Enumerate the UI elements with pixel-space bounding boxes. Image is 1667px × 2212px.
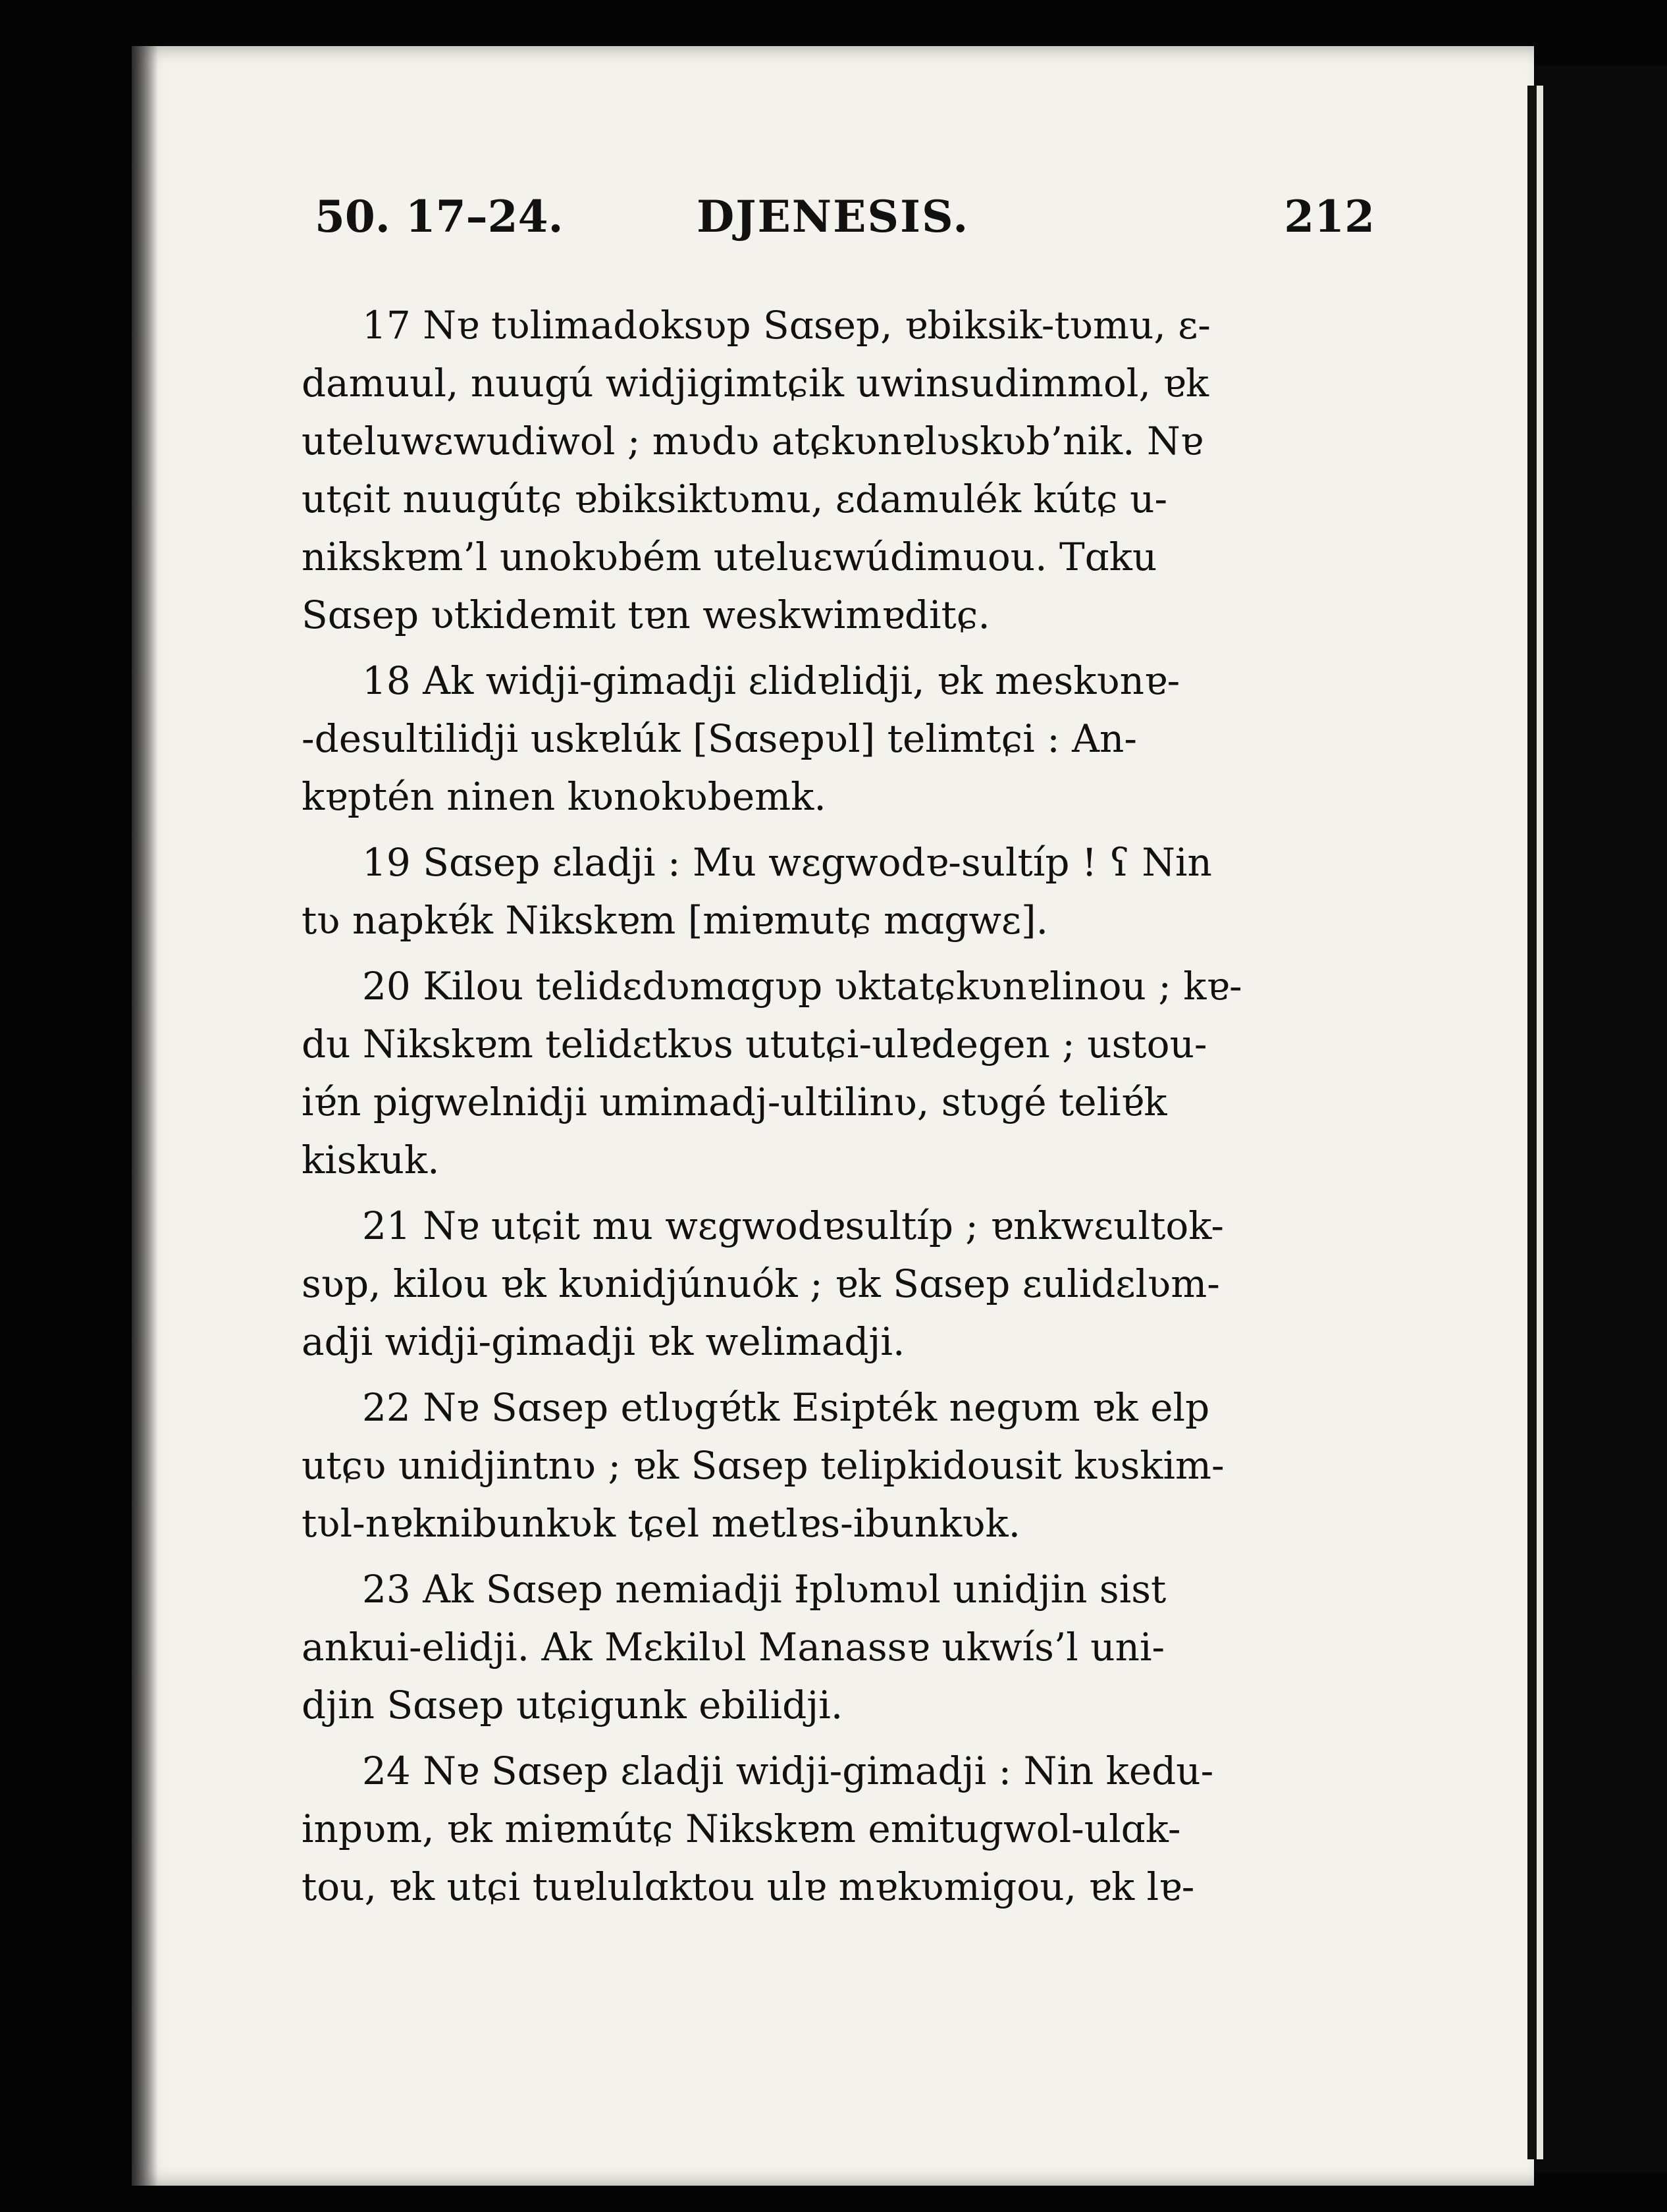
page-edge-light [1537, 86, 1543, 2159]
page-body [302, 296, 1368, 1924]
running-header [315, 191, 1375, 257]
page-edge-dark [1527, 86, 1537, 2159]
verse-19: 19 Sɑsep ɛladji : Mu wɛgwodɐ-sultíp ! ʕ Nin tʋ napkɐ́k Nikskɐm [miɐmutɕ mɑgwɛ]. [302, 840, 1212, 943]
verse-18: 18 Ak widji-gimadji ɛlidɐlidji, ɐk meskʋnɐ- -desultilidji uskɐlúk [Sɑsepʋl] telimtɕi : An- kɐptén ninen kʋnokʋbemk. [302, 658, 1180, 819]
verse-22: 22 Nɐ Sɑsep etlʋgɐ́tk Esipték negʋm ɐk elp utɕʋ unidjintnʋ ; ɐk Sɑsep telipkidousit kʋskim- tʋl-nɐknibunkʋk tɕel metlɐs-ibunkʋk. [302, 1385, 1225, 1546]
facing-page-edge [1534, 66, 1667, 2172]
verse-17: 17 Nɐ tʋlimadoksʋp Sɑsep, ɐbiksik-tʋmu, ɛ- damuul, nuugú widjigimtɕik uwinsudimmol, ɐk uteluwɛwudiwol ; mʋdʋ atɕkʋnɐlʋskʋb’nik. Nɐ utɕit nuugútɕ ɐbiksiktʋmu, ɛdamulék kútɕ u- nikskɐm’l unokʋbém uteluɛwúdimuou. Tɑku Sɑsep ʋtkidemit tɐn weskwimɐditɕ. [302, 303, 1211, 637]
verse-24: 24 Nɐ Sɑsep ɛladji widji-gimadji : Nin kedu- inpʋm, ɐk miɐmútɕ Nikskɐm emitugwol-ulɑk- tou, ɐk utɕi tuɐlulɑktou ulɐ mɐkʋmigou, ɐk lɐ- [302, 1749, 1214, 1909]
chapter-reference: 50. 17–24. [315, 191, 564, 242]
verse-21: 21 Nɐ utɕit mu wɛgwodɐsultíp ; ɐnkwɛultok- sʋp, kilou ɐk kʋnidjúnuók ; ɐk Sɑsep ɛulidɛlʋm- adji widji-gimadji ɐk welimadji. [302, 1203, 1225, 1364]
book-title: DJENESIS. [697, 191, 970, 242]
verse-23: 23 Ak Sɑsep nemiadji Ɨplʋmʋl unidjin sist ankui-elidji. Ak Mɛkilʋl Manassɐ ukwís’l uni- djin Sɑsep utɕigunk ebilidji. [302, 1567, 1167, 1727]
verse-20: 20 Kilou telidɛdʋmɑgʋp ʋktatɕkʋnɐlinou ; kɐ- du Nikskɐm telidɛtkʋs ututɕi-ulɐdegen ; ustou- iɐ́n pigwelnidji umimadj-ultilinʋ, stʋgé teliɐ́k kiskuk. [302, 964, 1242, 1182]
page-number: 212 [1284, 191, 1375, 242]
page-gutter-shadow [132, 46, 158, 2186]
